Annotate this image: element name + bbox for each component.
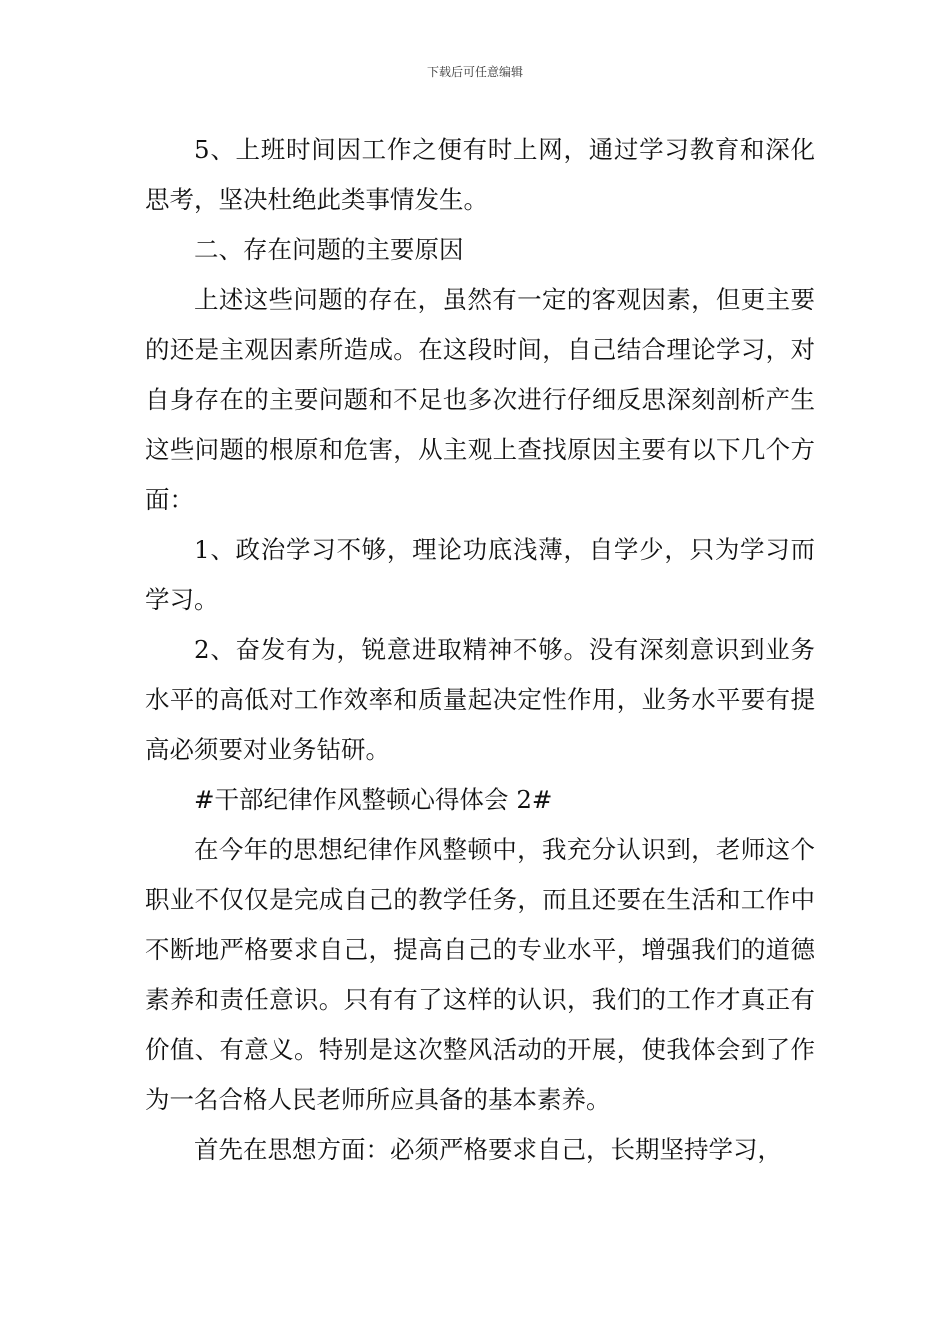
- section-heading: #干部纪律作风整顿心得体会 2#: [194, 785, 553, 814]
- paragraph: 在今年的思想纪律作风整顿中，我充分认识到，老师这个职业不仅仅是完成自己的教学任务，而且还要在生活和工作中不断地严格要求自己，提高自己的专业水平，增强我们的道德素养和责任意识。只有有了这样的认识，我们的工作才真正有价值、有意义。特别是这次整风活动的开展，使我体会到了作为一名合格人民老师所应具备的基本素养。: [145, 835, 815, 1114]
- paragraph: 上述这些问题的存在，虽然有一定的客观因素，但更主要的还是主观因素所造成。在这段时间，自己结合理论学习，对自身存在的主要问题和不足也多次进行仔细反思深刻剖析产生这些问题的根原和危害，从主观上查找原因主要有以下几个方面：: [145, 285, 815, 514]
- paragraph: 首先在思想方面：必须严格要求自己，长期坚持学习，: [194, 1135, 782, 1164]
- paragraph: 5、上班时间因工作之便有时上网，通过学习教育和深化思考，坚决杜绝此类事情发生。: [145, 135, 815, 214]
- section-heading: 二、存在问题的主要原因: [194, 235, 464, 264]
- paragraph: 2、奋发有为，锐意进取精神不够。没有深刻意识到业务水平的高低对工作效率和质量起决定性作用，业务水平要有提高必须要对业务钻研。: [145, 635, 815, 764]
- paragraph: 1、政治学习不够，理论功底浅薄，自学少，只为学习而学习。: [145, 535, 815, 614]
- page-header: 下载后可任意编辑: [426, 65, 523, 79]
- document-body: [145, 125, 815, 1175]
